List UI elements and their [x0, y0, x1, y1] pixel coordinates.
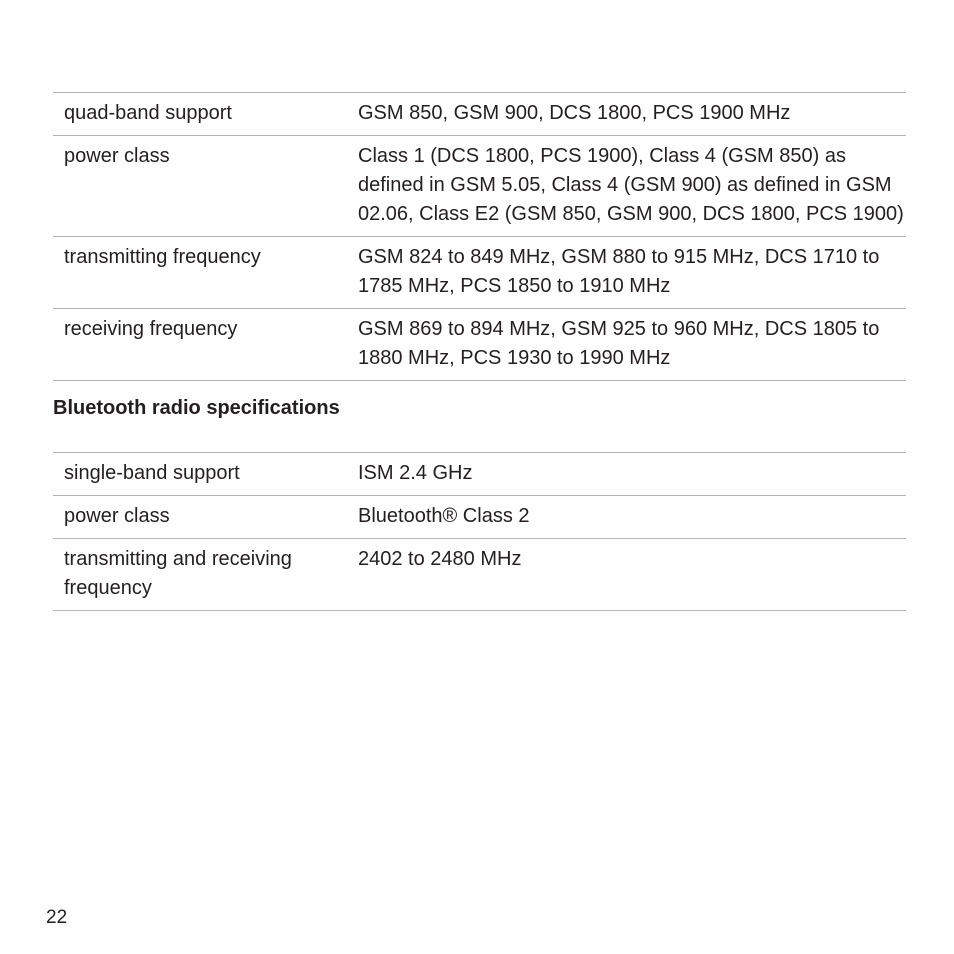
value-cell: GSM 850, GSM 900, DCS 1800, PCS 1900 MHz [358, 93, 906, 136]
table-row [53, 136, 906, 237]
value-cell: GSM 869 to 894 MHz, GSM 925 to 960 MHz, DCS 1805 to 1880 MHz, PCS 1930 to 1990 MHz [358, 309, 906, 381]
table-row [53, 496, 906, 539]
table-row [53, 93, 906, 136]
parameter-cell: power class [53, 136, 358, 237]
value-cell: Bluetooth® Class 2 [358, 496, 906, 539]
value-cell: GSM 824 to 849 MHz, GSM 880 to 915 MHz, DCS 1710 to 1785 MHz, PCS 1850 to 1910 MHz [358, 237, 906, 309]
parameter-cell: single-band support [53, 453, 358, 496]
page-number: 22 [46, 907, 68, 928]
section-heading: Bluetooth radio specifications [53, 397, 340, 419]
value-cell: ISM 2.4 GHz [358, 453, 906, 496]
table-row [53, 453, 906, 496]
value-cell: Class 1 (DCS 1800, PCS 1900), Class 4 (GSM 850) as defined in GSM 5.05, Class 4 (GSM 900) as defined in GSM 02.06, Class E2 (GSM 850, GSM 900, DCS 1800, PCS 1900) [358, 136, 906, 237]
table-row [53, 309, 906, 381]
gsm-spec-table [53, 92, 906, 381]
parameter-cell: transmitting frequency [53, 237, 358, 309]
parameter-cell: quad-band support [53, 93, 358, 136]
bluetooth-spec-table [53, 452, 906, 611]
table-row [53, 237, 906, 309]
parameter-cell: power class [53, 496, 358, 539]
parameter-cell: receiving frequency [53, 309, 358, 381]
parameter-cell: transmitting and receiving frequency [53, 539, 358, 611]
table-row [53, 539, 906, 611]
value-cell: 2402 to 2480 MHz [358, 539, 906, 611]
